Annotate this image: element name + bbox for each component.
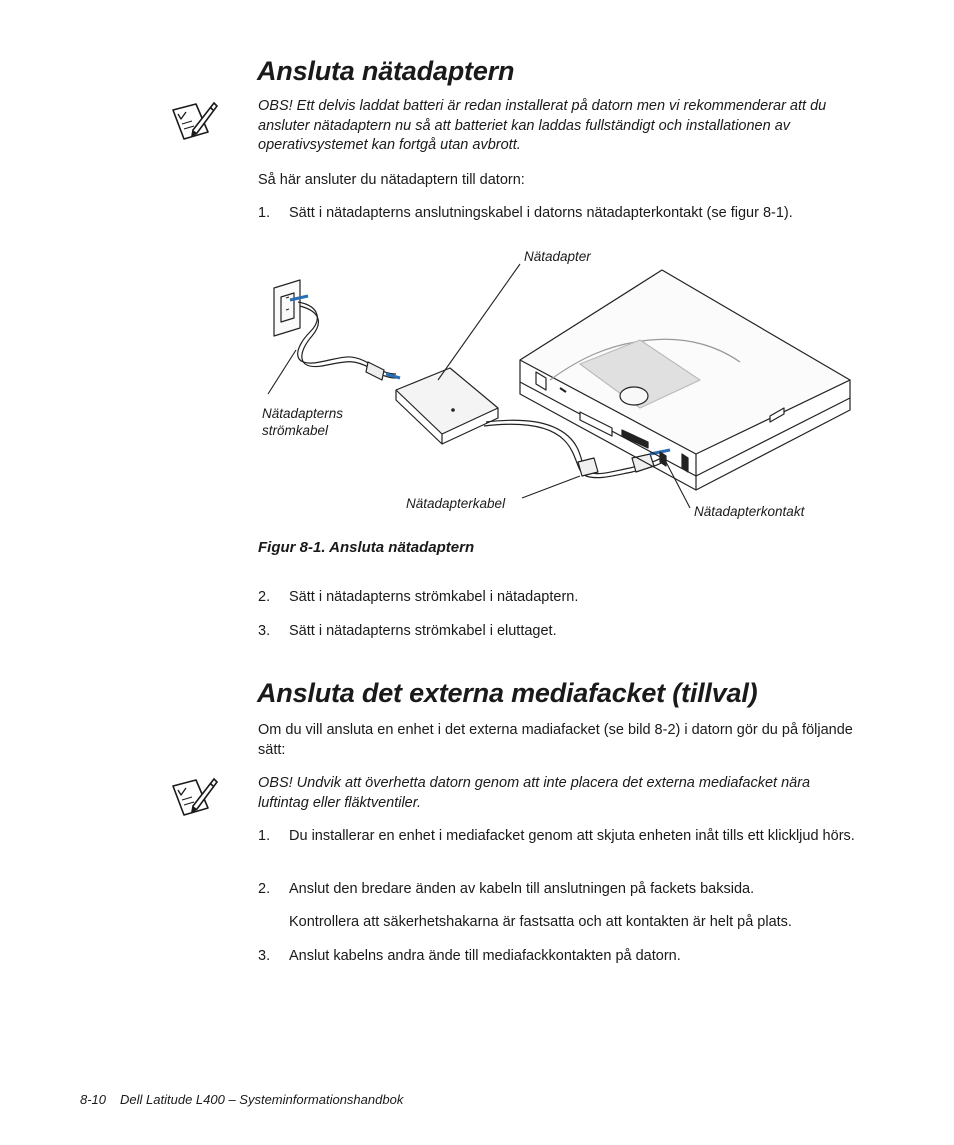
laptop-lid xyxy=(520,270,850,454)
paragraph: Så här ansluter du nätadaptern till datorn: xyxy=(258,172,525,188)
figure-illustration xyxy=(250,240,860,530)
page-number: 8-10 xyxy=(80,1092,107,1107)
section-heading: Ansluta nätadaptern xyxy=(257,56,515,86)
list-number: 1. xyxy=(258,828,271,844)
label-power-cable-line1: Nätadapterns xyxy=(262,406,344,421)
power-cable xyxy=(298,302,396,374)
list-number: 2. xyxy=(258,881,271,897)
footer-title: Dell Latitude L400 – Systeminformationshandbok xyxy=(120,1092,404,1107)
note-text: OBS! Ett delvis laddat batteri är redan installerat på datorn men vi rekommenderar att du ansluter nätadaptern nu så att batteriet kan laddas fullständigt och installationen av operativsystemet kan fortgå utan avbrott. xyxy=(258,98,827,153)
note-text: OBS! Undvik att överhetta datorn genom att inte placera det externa mediafacket nära luftintag eller fläktventiler. xyxy=(258,775,811,811)
wall-outlet xyxy=(274,280,300,336)
page-footer xyxy=(80,1092,403,1107)
leader-adapter-cable xyxy=(522,476,580,498)
list-text: Anslut kabelns andra ände till mediafackkontakten på datorn. xyxy=(289,948,681,964)
figure-caption: Figur 8-1. Ansluta nätadaptern xyxy=(258,539,475,556)
leader-adapter xyxy=(438,264,520,380)
note-pencil-icon xyxy=(170,776,218,818)
adapter-brick xyxy=(396,368,498,434)
label-adapter: Nätadapter xyxy=(524,249,591,264)
note-pencil-icon xyxy=(170,100,218,142)
label-connector: Nätadapterkontakt xyxy=(694,504,805,519)
list-number: 1. xyxy=(258,205,271,221)
list-number: 3. xyxy=(258,623,271,639)
section-heading: Ansluta det externa mediafacket (tillval) xyxy=(257,678,758,708)
paragraph: Om du vill ansluta en enhet i det externa madiafacket (se bild 8-2) i datorn gör du på följande sätt: xyxy=(258,722,853,758)
label-power-cable-line2: strömkabel xyxy=(262,423,329,438)
list-text: Sätt i nätadapterns strömkabel i eluttaget. xyxy=(289,623,557,639)
list-text: Sätt i nätadapterns strömkabel i nätadaptern. xyxy=(289,589,579,605)
list-number: 2. xyxy=(258,589,271,605)
list-text: Du installerar en enhet i mediafacket genom att skjuta enheten inåt tills ett klickljud hörs. xyxy=(289,828,855,844)
list-text: Sätt i nätadapterns anslutningskabel i datorns nätadapterkontakt (se figur 8-1). xyxy=(289,205,793,221)
leader-power-cable xyxy=(268,350,296,394)
label-adapter-cable: Nätadapterkabel xyxy=(406,496,506,511)
list-text: Anslut den bredare änden av kabeln till anslutningen på fackets baksida. xyxy=(289,881,755,897)
list-text: Kontrollera att säkerhetshakarna är fastsatta och att kontakten är helt på plats. xyxy=(289,914,792,930)
list-number: 3. xyxy=(258,948,271,964)
